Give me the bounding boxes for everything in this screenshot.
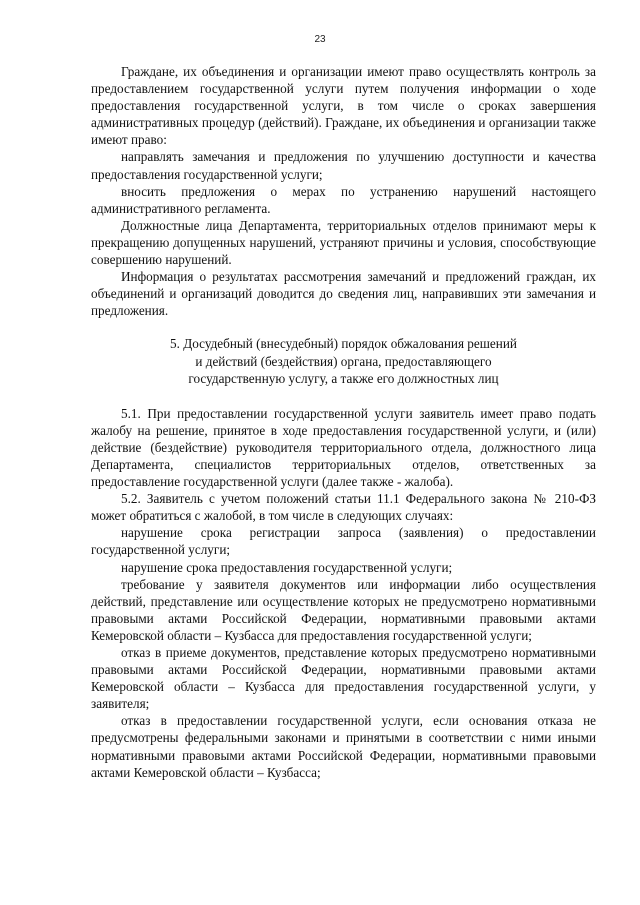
section-heading-line: и действий (бездействия) органа, предоставляющего [195,353,492,369]
paragraph: 5.2. Заявитель с учетом положений статьи 11.1 Федерального закона № 210-ФЗ может обратиться с жалобой, в том числе в следующих случаях: [91,491,596,524]
list-item: отказ в приеме документов, представление которых предусмотрено нормативными правовыми актами Российской Федерации, нормативными правовыми актами Кемеровской области – Кузбасса для предоставления государственной услуги, у заявителя; [91,645,596,712]
list-item: нарушение срока регистрации запроса (заявления) о предоставлении государственной услуги; [91,525,596,558]
document-body [91,63,596,781]
paragraph: направлять замечания и предложения по улучшению доступности и качества предоставления государственной услуги; [91,149,596,182]
list-item: нарушение срока предоставления государственной услуги; [121,559,453,575]
list-item: отказ в предоставлении государственной услуги, если основания отказа не предусмотрены федеральными законами и принятыми в соответствии с ними иными нормативными правовыми актами Российской Федерации, нормативными правовыми актами Кемеровской области – Кузбасса; [91,713,596,780]
page-number: 23 [314,34,326,45]
paragraph: Информация о результатах рассмотрения замечаний и предложений граждан, их объединений и организаций доводится до сведения лиц, направивших эти замечания и предложения. [91,269,596,319]
section-heading-line: 5. Досудебный (внесудебный) порядок обжалования решений [170,336,517,352]
section-heading-line: государственную услугу, а также его должностных лиц [188,370,499,386]
list-item: требование у заявителя документов или информации либо осуществления действий, представление или осуществление которых не предусмотрено нормативными правовыми актами Российской Федерации, нормативными правовыми актами Кемеровской области – Кузбасса для предоставления государственной услуги; [91,576,596,643]
paragraph: 5.1. При предоставлении государственной услуги заявитель имеет право подать жалобу на решение, принятое в ходе предоставления государственной услуги, и (или) действие (бездействие) руководителя территориального отдела, должностного лица Департамента, специалистов территориальных отделов, ответственных за предоставление государственной услуги (далее также - жалоба). [91,405,596,490]
paragraph: Граждане, их объединения и организации имеют право осуществлять контроль за предоставлением государственной услуги путем получения информации о ходе предоставления государственной услуги, в том числе о сроках завершения административных процедур (действий). Граждане, их объединения и организации также имеют право: [91,64,596,148]
paragraph: вносить предложения о мерах по устранению нарушений настоящего административного регламента. [91,183,596,216]
paragraph: Должностные лица Департамента, территориальных отделов принимают меры к прекращению допущенных нарушений, устраняют причины и условия, способствующие совершению нарушений. [91,217,596,268]
section-heading [91,335,596,386]
